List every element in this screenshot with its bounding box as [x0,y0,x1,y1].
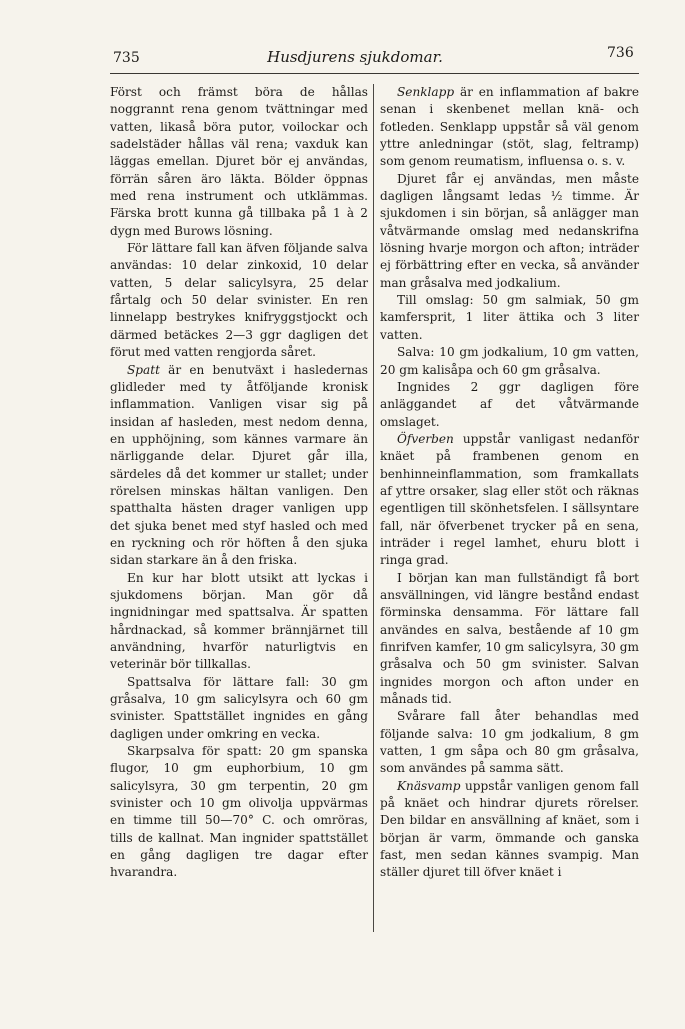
paragraph-ofverben [380,431,639,570]
term-knasvamp: Knäsvamp [397,778,461,793]
paragraph-spatt-salve: Spattsalva för lättare fall: 30 gm gråsalva, 10 gm salicylsyra och 60 gm svinister. Spattstället ingnides en gång dagligen under omkring en vecka. [110,674,368,741]
paragraph-knasvamp-text: uppstår vanligen genom fall på knäet och hindrar djurets rörelser. Den bildar en ansvällning af knäet, som i början är varm, ömmande och ganska fast, men sedan kännes svampig. Man ställer djuret till öfver knäet i [380,778,639,880]
paragraph-severe-cases: Svårare fall åter behandlas med följande salva: 10 gm jodkalium, 8 gm vatten, 1 gm såpa och 80 gm gråsalva, som användes på samma sätt. [380,709,639,776]
paragraph-salve: Salva: 10 gm jodkalium, 10 gm vatten, 20 gm kalisåpa och 60 gm gråsalva. [380,345,639,377]
term-ofverben: Öfverben [397,431,454,446]
paragraph-compress: Till omslag: 50 gm salmiak, 50 gm kamfersprit, 1 liter ättika och 3 liter vatten. [380,293,639,342]
paragraph-apply: Ingnides 2 ggr dagligen före anläggandet af det våtvärmande omslaget. [380,379,639,429]
left-column [110,84,368,882]
header-rule [110,73,639,74]
term-senklapp: Senklapp [397,85,455,99]
paragraph-spatt [110,362,368,570]
column-divider [373,84,374,932]
paragraph-wound-care: Först och främst böra de hållas noggrannt rena genom tvättningar med vatten, likaså böra putor, voilockar och sadelstäder hållas väl rena; vaxduk kan läggas emellan. Djuret bör ej användas, förrän såren äro läkta. Bölder öppnas med rena instrument och utklämmas. Färska brott kunna gå tillbaka på 1 à 2 dygn med Burows lösning. [110,85,368,238]
right-page-number: 736 [607,45,634,61]
term-spatt: Spatt [127,362,160,377]
paragraph-senklapp [380,84,639,171]
running-title: Husdjurens sjukdomar. [267,48,443,66]
paragraph-spatt-text: är en benutväxt i hasledernas glidleder med ty åtföljande kronisk inflammation. Vanligen visar sig på insidan af hasleden, mest nedom denna, en upphöjning, som kännes varmare än närliggande delar. Djuret går illa, särdeles då det kommer ur stallet; under rörelsen minskas hältan vanligen. Den spatthalta hästen drager vanligen upp det sjuka benet med styf hasled och med en ryckning och rör höften å den sjuka sidan starkare än å den friska. [110,362,368,568]
left-page-number: 735 [113,50,140,66]
paragraph-knasvamp [380,778,639,882]
page-header [0,0,685,80]
paragraph-ofverben-text: uppstår vanligast nedanför knäet på frambenen genom en benhinneinflammation, som framkallats af yttre orsaker, slag eller stöt och räknas egentligen till skönhetsfelen. I sällsyntare fall, när öfverbenet trycker på en sena, inträder i regel lamhet, ehuru blott i ringa grad. [380,431,639,568]
paragraph-ofverben-treatment: I början kan man fullständigt få bort ansvällningen, vid längre bestånd endast förminska densamma. För lättare fall användes en salva, bestående af 10 gm finrifven kamfer, 10 gm salicylsyra, 30 gm gråsalva och 50 gm svinister. Salvan ingnides morgon och afton under en månads tid. [380,570,639,707]
paragraph-senklapp-treatment: Djuret får ej användas, men måste dagligen långsamt ledas ½ timme. Är sjukdomen i sin början, så anlägger man våtvärmande omslag med nedanskrifna lösning hvarje morgon och afton; inträder ej förbättring efter en vecka, så använder man gråsalva med jodkalium. [380,171,639,290]
right-column [380,84,639,882]
paragraph-spatt-cure: En kur har blott utsikt att lyckas i sjukdomens början. Man gör då ingnidningar med spattsalva. Är spatten hårdnackad, så kommer brännjärnet till användning, hvarför naturligtvis en veterinär bör tillkallas. [110,570,368,672]
paragraph-senklapp-text: är en inflammation af bakre senan i skenbenet mellan knä- och fotleden. Senklapp uppstår så väl genom yttre anledningar (stöt, slag, feltramp) som genom reumatism, influensa o. s. v. [380,85,639,169]
paragraph-zinc-salve: För lättare fall kan äfven följande salva användas: 10 delar zinkoxid, 10 delar vatten, 5 delar salicylsyra, 25 delar fårtalg och 50 delar svinister. En ren linnelapp bestrykes knifryggstjockt och därmed betäckes 2—3 ggr dagligen det förut med vatten rengjorda såret. [110,241,368,360]
paragraph-sharp-salve: Skarpsalva för spatt: 20 gm spanska flugor, 10 gm euphorbium, 10 gm salicylsyra, 30 gm terpentin, 20 gm svinister och 10 gm olivolja uppvärmas en timme till 50—70° C. och omröras, tills de kallnat. Man ingnider spattstället en gång dagligen tre dagar efter hvarandra. [110,744,368,880]
